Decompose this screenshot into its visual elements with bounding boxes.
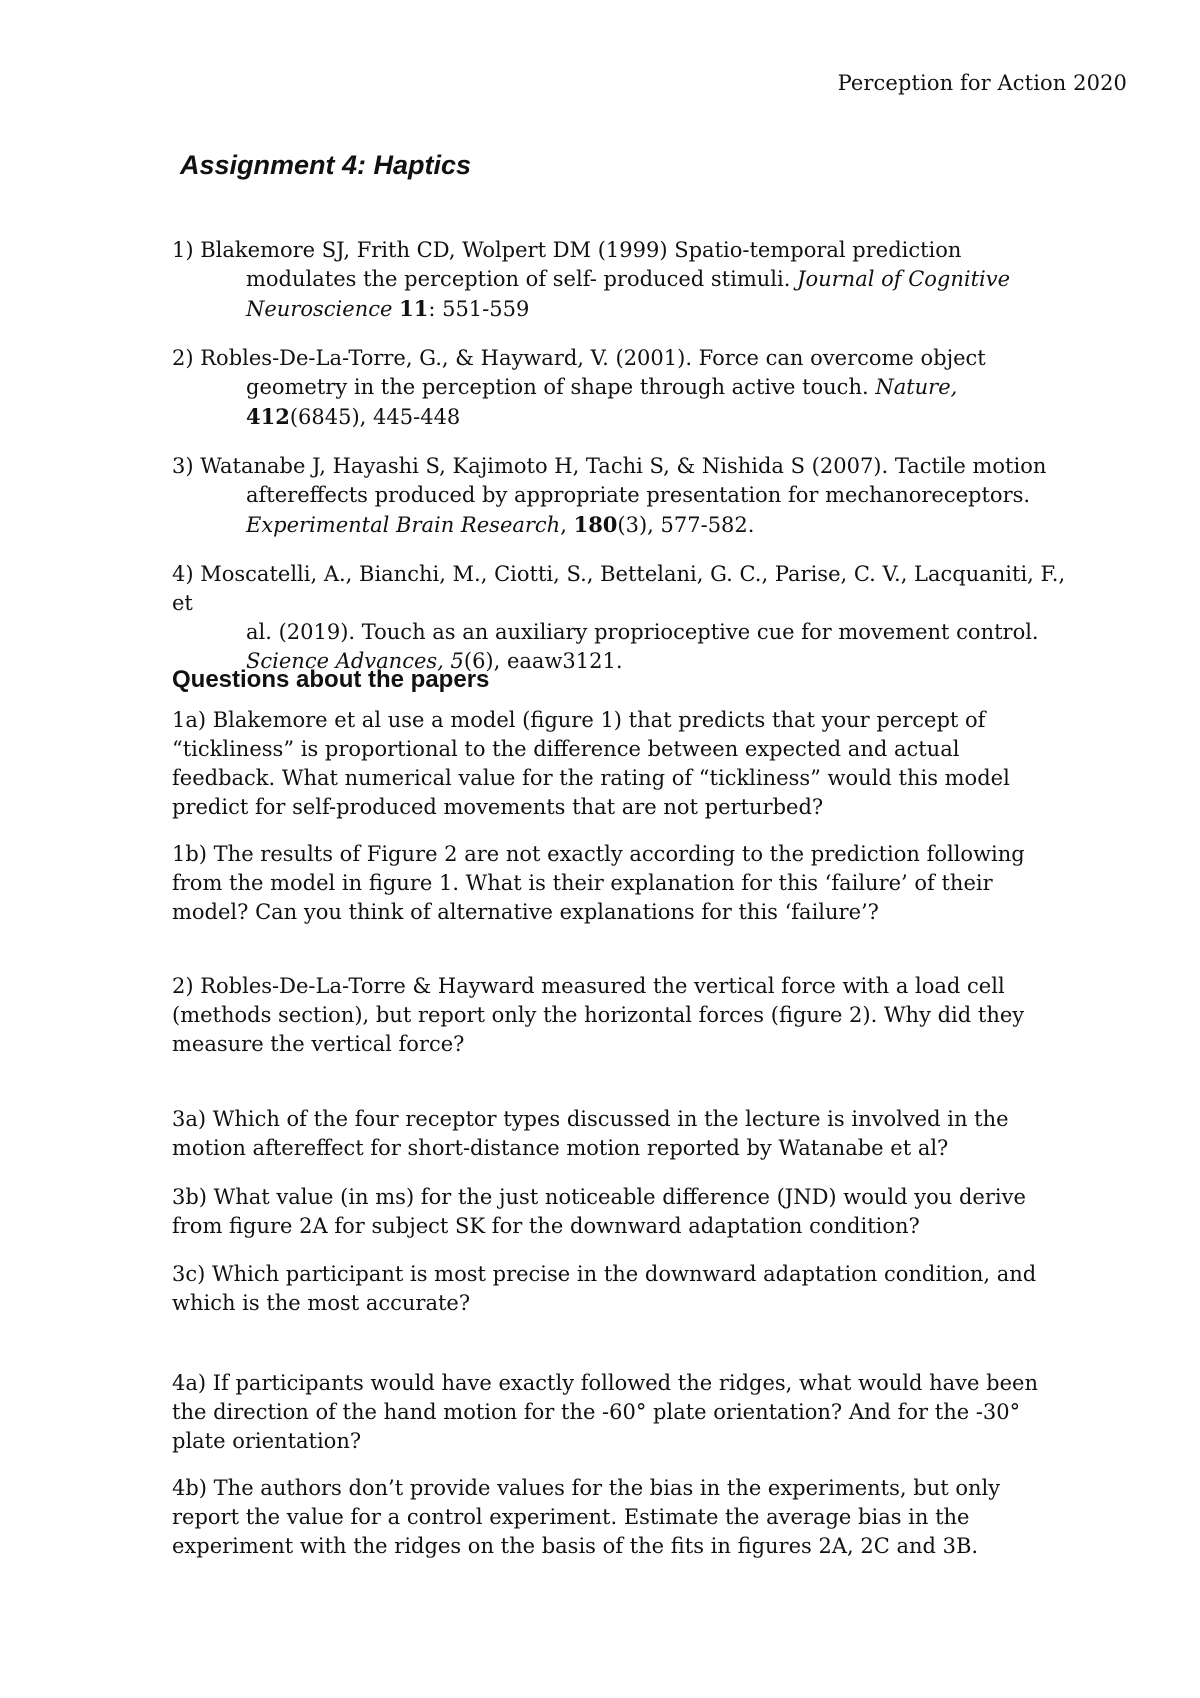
reference-item-4 <box>172 560 1092 676</box>
journal-name: Experimental Brain Research <box>246 513 561 537</box>
reference-list <box>172 236 1092 696</box>
reference-text: Watanabe J, Hayashi S, Kajimoto H, Tachi S, & Nishida S (2007). Tactile motion <box>200 454 1047 478</box>
volume: 412 <box>246 404 290 429</box>
question-2: 2) Robles-De-La-Torre & Hayward measured the vertical force with a load cell (methods section), but report only the horizontal forces (figure 2). Why did they measure the vertical force? <box>172 974 1025 1056</box>
reference-number: 2) <box>172 346 194 370</box>
reference-continuation: aftereffects produced by appropriate presentation for mechanoreceptors. <box>246 483 1031 507</box>
reference-number: 3) <box>172 454 194 478</box>
reference-continuation <box>172 402 1092 432</box>
pages: : 551-559 <box>428 297 530 321</box>
reference-continuation: al. (2019). Touch as an auxiliary proprioceptive cue for movement control. <box>246 620 1039 644</box>
journal-name: Journal of Cognitive <box>797 267 1011 291</box>
question-1b: 1b) The results of Figure 2 are not exactly according to the prediction following from the model in figure 1. What is their explanation for this ‘failure’ of their model? Can you think of alternative explanations for this ‘failure’? <box>172 842 1025 924</box>
question-1a: 1a) Blakemore et al use a model (figure 1) that predicts that your percept of “tickliness” is proportional to the difference between expected and actual feedback. What numerical value for the rating of “tickliness” would this model predict for self-produced movements that are not perturbed? <box>172 708 1010 819</box>
reference-item-1 <box>172 236 1092 324</box>
journal-name: Nature, <box>875 375 958 399</box>
pages: (3), 577-582. <box>617 513 755 537</box>
pages: (6845), 445-448 <box>289 405 461 429</box>
questions-heading: Questions about the papers <box>172 666 490 693</box>
reference-continuation <box>172 265 1092 294</box>
question-3b: 3b) What value (in ms) for the just noticeable difference (JND) would you derive from figure 2A for subject SK for the downward adaptation condition? <box>172 1185 1026 1238</box>
reference-number: 4) <box>172 562 194 586</box>
journal-name: Neuroscience <box>246 297 393 321</box>
volume: 180 <box>573 512 618 537</box>
reference-text: Robles-De-La-Torre, G., & Hayward, V. (2001). Force can overcome object <box>200 346 986 370</box>
separator: , <box>560 513 574 537</box>
pages: (6), eaaw3121. <box>463 649 623 673</box>
reference-item-2 <box>172 344 1092 432</box>
question-4b: 4b) The authors don’t provide values for the bias in the experiments, but only report the value for a control experiment. Estimate the average bias in the experiment with the ridges on the basis of the fits in figures 2A, 2C and 3B. <box>172 1476 1001 1558</box>
reference-text: geometry in the perception of shape through active touch. <box>246 375 876 399</box>
reference-number: 1) <box>172 238 194 262</box>
question-3c: 3c) Which participant is most precise in the downward adaptation condition, and which is the most accurate? <box>172 1262 1037 1315</box>
reference-text: Blakemore SJ, Frith CD, Wolpert DM (1999) Spatio-temporal prediction <box>200 238 962 262</box>
page-title: Assignment 4: Haptics <box>180 150 472 180</box>
reference-continuation <box>172 294 1092 324</box>
reference-item-3 <box>172 452 1092 540</box>
reference-continuation <box>172 373 1092 402</box>
reference-text: modulates the perception of self- produced stimuli. <box>246 267 798 291</box>
volume: 11 <box>399 296 429 321</box>
reference-continuation <box>172 510 1092 540</box>
reference-text: Moscatelli, A., Bianchi, M., Ciotti, S., Bettelani, G. C., Parise, C. V., Lacquaniti, F., et <box>172 562 1066 615</box>
question-3a: 3a) Which of the four receptor types discussed in the lecture is involved in the motion aftereffect for short-distance motion reported by Watanabe et al? <box>172 1107 1009 1160</box>
question-4a: 4a) If participants would have exactly followed the ridges, what would have been the direction of the hand motion for the -60° plate orientation? And for the -30° plate orientation? <box>172 1371 1038 1453</box>
running-head: Perception for Action 2020 <box>837 71 1127 95</box>
journal-name: Science Advances, 5 <box>246 649 464 673</box>
